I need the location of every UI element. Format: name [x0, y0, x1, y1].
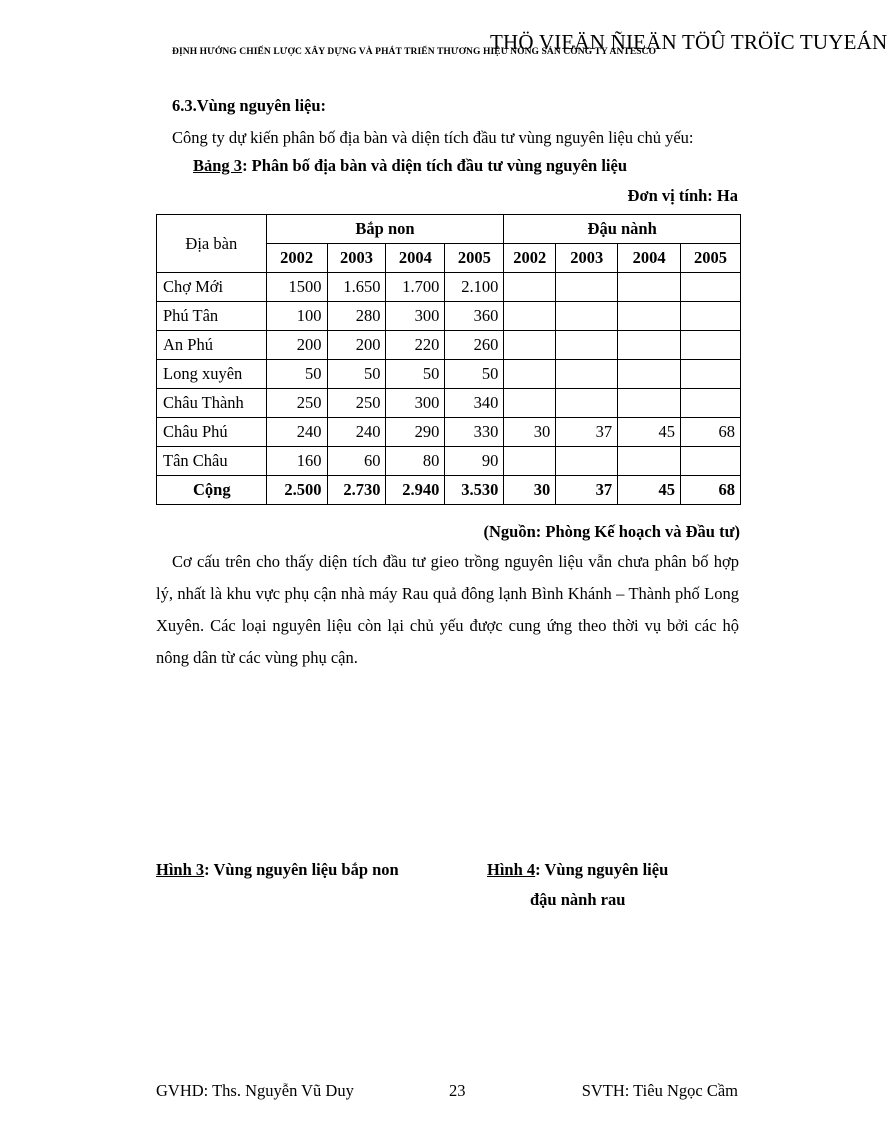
table-row	[157, 389, 741, 418]
value-cell: 80	[386, 447, 445, 476]
body-paragraph	[156, 546, 739, 674]
year-header: 2005	[681, 244, 741, 273]
value-cell: 50	[386, 360, 445, 389]
value-cell	[618, 273, 681, 302]
value-cell	[681, 389, 741, 418]
year-header: 2002	[266, 244, 327, 273]
total-label: Cộng	[157, 476, 267, 505]
watermark-text: THÖ VIEÄN ÑIEÄN TÖÛ TRÖÏC TUYEÁN	[490, 30, 887, 54]
location-header: Địa bàn	[157, 215, 267, 273]
section-heading: 6.3.Vùng nguyên liệu:	[172, 96, 327, 115]
value-cell	[618, 331, 681, 360]
figure-3-label: Hình 3	[156, 860, 205, 879]
value-cell: 2.500	[266, 476, 327, 505]
value-cell: 160	[266, 447, 327, 476]
value-cell	[681, 360, 741, 389]
table-total-row	[157, 476, 741, 505]
location-cell: An Phú	[157, 331, 267, 360]
value-cell	[681, 273, 741, 302]
group-header-soybean: Đậu nành	[504, 215, 741, 244]
figure-4-caption-line2: đậu nành rau	[530, 890, 626, 909]
year-header: 2004	[386, 244, 445, 273]
table-caption-text: : Phân bố địa bàn và diện tích đầu tư vùng nguyên liệu	[242, 156, 627, 175]
value-cell: 37	[556, 418, 618, 447]
value-cell: 1.650	[327, 273, 386, 302]
location-cell: Tân Châu	[157, 447, 267, 476]
value-cell: 340	[445, 389, 504, 418]
value-cell: 200	[266, 331, 327, 360]
value-cell	[504, 447, 556, 476]
value-cell: 50	[266, 360, 327, 389]
value-cell: 100	[266, 302, 327, 331]
value-cell: 2.730	[327, 476, 386, 505]
figure-4-text: : Vùng nguyên liệu	[535, 860, 669, 879]
value-cell: 1.700	[386, 273, 445, 302]
table-row	[157, 302, 741, 331]
value-cell: 300	[386, 302, 445, 331]
location-cell: Chợ Mới	[157, 273, 267, 302]
value-cell: 37	[556, 476, 618, 505]
table-row	[157, 418, 741, 447]
group-header-baby-corn: Bắp non	[266, 215, 504, 244]
figure-4-label: Hình 4	[487, 860, 536, 879]
value-cell	[504, 389, 556, 418]
value-cell: 50	[445, 360, 504, 389]
table-row	[157, 447, 741, 476]
location-cell: Châu Phú	[157, 418, 267, 447]
value-cell	[618, 360, 681, 389]
value-cell	[504, 302, 556, 331]
value-cell: 220	[386, 331, 445, 360]
value-cell	[681, 447, 741, 476]
year-header: 2005	[445, 244, 504, 273]
value-cell	[618, 302, 681, 331]
value-cell: 90	[445, 447, 504, 476]
year-header: 2003	[556, 244, 618, 273]
value-cell	[556, 331, 618, 360]
value-cell: 290	[386, 418, 445, 447]
value-cell	[681, 302, 741, 331]
value-cell: 50	[327, 360, 386, 389]
intro-text: Công ty dự kiến phân bố địa bàn và diện tích đầu tư vùng nguyên liệu chủ yếu:	[172, 128, 694, 147]
value-cell	[556, 389, 618, 418]
location-cell: Phú Tân	[157, 302, 267, 331]
table-header-row	[157, 215, 741, 244]
value-cell: 300	[386, 389, 445, 418]
value-cell: 280	[327, 302, 386, 331]
value-cell: 330	[445, 418, 504, 447]
year-header: 2002	[504, 244, 556, 273]
location-cell: Châu Thành	[157, 389, 267, 418]
value-cell: 360	[445, 302, 504, 331]
value-cell: 200	[327, 331, 386, 360]
value-cell: 30	[504, 418, 556, 447]
value-cell: 2.940	[386, 476, 445, 505]
value-cell: 1500	[266, 273, 327, 302]
value-cell	[504, 360, 556, 389]
year-header: 2004	[618, 244, 681, 273]
value-cell: 2.100	[445, 273, 504, 302]
value-cell: 68	[681, 476, 741, 505]
value-cell: 68	[681, 418, 741, 447]
value-cell	[556, 302, 618, 331]
figure-3-text: : Vùng nguyên liệu bắp non	[204, 860, 399, 879]
value-cell: 250	[266, 389, 327, 418]
value-cell	[681, 331, 741, 360]
data-table	[156, 214, 741, 505]
value-cell	[504, 331, 556, 360]
table-caption-label: Bảng 3	[193, 156, 243, 175]
value-cell: 45	[618, 418, 681, 447]
value-cell	[618, 389, 681, 418]
value-cell: 30	[504, 476, 556, 505]
value-cell	[556, 447, 618, 476]
location-cell: Long xuyên	[157, 360, 267, 389]
table-row	[157, 360, 741, 389]
value-cell	[556, 360, 618, 389]
figure-4-caption	[487, 860, 668, 880]
page-number: 23	[449, 1081, 466, 1100]
table-caption	[193, 156, 627, 176]
source-note: (Nguồn: Phòng Kế hoạch và Đầu tư)	[483, 522, 740, 541]
value-cell: 45	[618, 476, 681, 505]
footer-student: SVTH: Tiêu Ngọc Cầm	[581, 1081, 738, 1100]
figure-3-caption	[156, 860, 399, 880]
value-cell: 240	[327, 418, 386, 447]
value-cell	[618, 447, 681, 476]
running-header: ĐỊNH HƯỚNG CHIẾN LƯỢC XÂY DỰNG VÀ PHÁT TRIỂN THƯƠNG HIỆU NÔNG SẢN CÔNG TY ANTESCO	[172, 47, 657, 57]
value-cell: 260	[445, 331, 504, 360]
footer-advisor: GVHD: Ths. Nguyễn Vũ Duy	[156, 1081, 354, 1100]
table-row	[157, 273, 741, 302]
value-cell: 250	[327, 389, 386, 418]
table-row	[157, 331, 741, 360]
body-paragraph-text: Cơ cấu trên cho thấy diện tích đầu tư gieo trồng nguyên liệu vẫn chưa phân bố hợp lý, nhất là khu vực phụ cận nhà máy Rau quả đông lạnh Bình Khánh – Thành phố Long Xuyên. Các loại nguyên liệu còn lại chủ yếu được cung ứng theo thời vụ bởi các hộ nông dân từ các vùng phụ cận.	[156, 552, 739, 667]
year-header: 2003	[327, 244, 386, 273]
value-cell	[504, 273, 556, 302]
value-cell: 3.530	[445, 476, 504, 505]
value-cell: 240	[266, 418, 327, 447]
value-cell	[556, 273, 618, 302]
unit-label: Đơn vị tính: Ha	[627, 186, 738, 205]
value-cell: 60	[327, 447, 386, 476]
